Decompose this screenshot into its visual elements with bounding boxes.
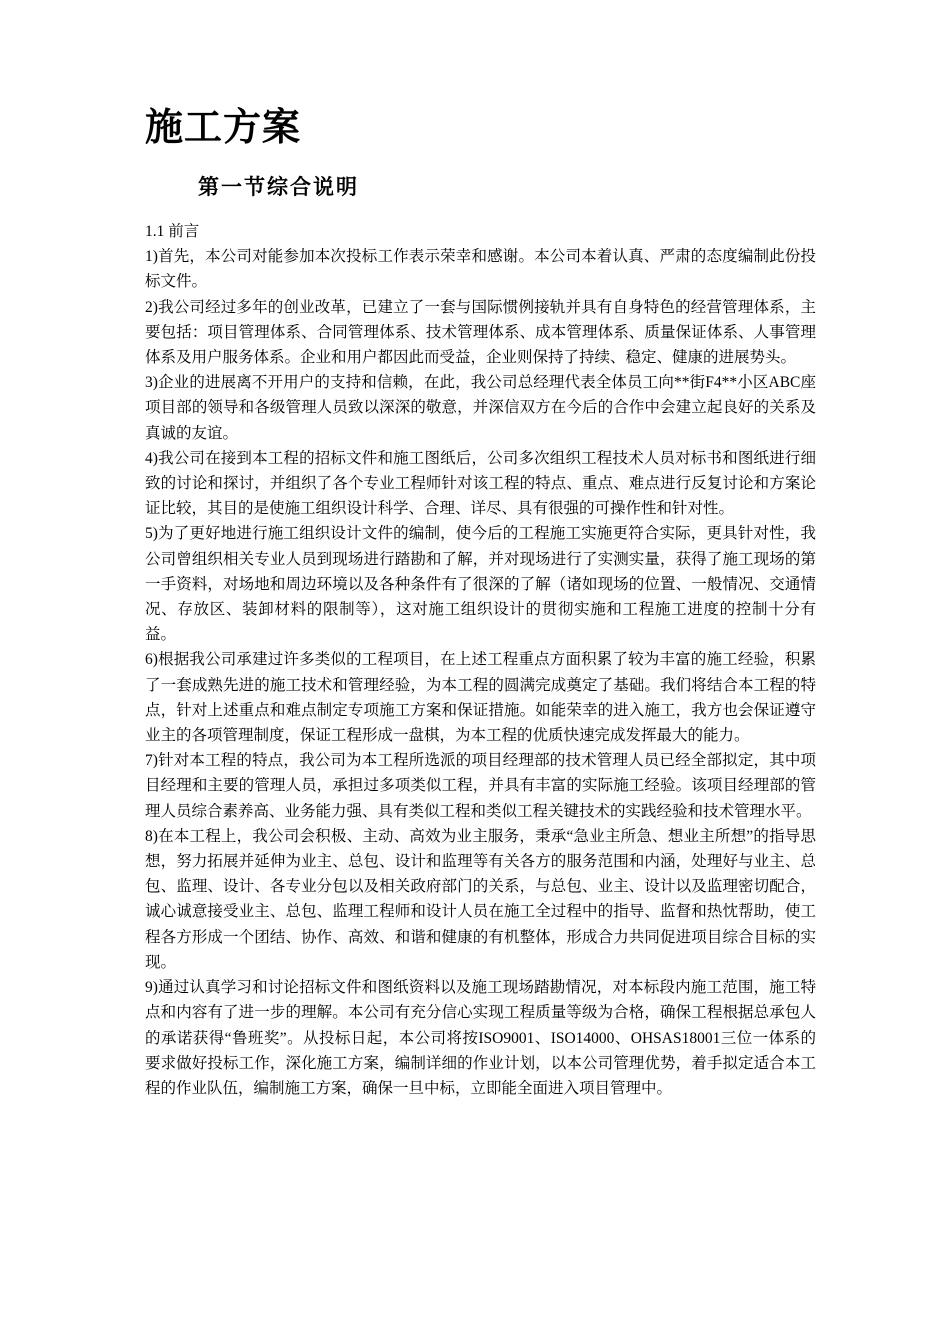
document-title: 施工方案 xyxy=(145,107,302,149)
paragraph-4: 4)我公司在接到本工程的招标文件和施工图纸后，公司多次组织工程技术人员对标书和图纸进行细致的讨论和探讨，并组织了各个专业工程师针对该工程的特点、重点、难点进行反复讨论和方案论证比较，其目的是使施工组织设计科学、合理、详尽、具有很强的可操作性和针对性。 xyxy=(145,449,816,518)
paragraph-5: 5)为了更好地进行施工组织设计文件的编制，使今后的工程施工实施更符合实际，更具针对性，我公司曾组织相关专业人员到现场进行踏勘和了解，并对现场进行了实测实量，获得了施工现场的第一手资料，对场地和周边环境以及各种条件有了很深的了解（诸如现场的位置、一般情况、交通情况、存放区、装卸材料的限制等），这对施工组织设计的贯彻实施和工程施工进度的控制十分有益。 xyxy=(145,525,816,644)
paragraph-6: 6)根据我公司承建过许多类似的工程项目，在上述工程重点方面积累了较为丰富的施工经验，积累了一套成熟先进的施工技术和管理经验，为本工程的圆满完成奠定了基础。我们将结合本工程的特点，针对上述重点和难点制定专项施工方案和保证措施。如能荣幸的进入施工，我方也会保证遵守业主的各项管理制度，保证工程形成一盘棋，为本工程的优质快速完成发挥最大的能力。 xyxy=(145,651,816,745)
paragraph-9: 9)通过认真学习和讨论招标文件和图纸资料以及施工现场踏勘情况，对本标段内施工范围，施工特点和内容有了进一步的理解。本公司有充分信心实现工程质量等级为合格，确保工程根据总承包人的承诺获得“鲁班奖”。从投标日起，本公司将按ISO9001、ISO14000、OHSAS18001三位一体系的要求做好投标工作，深化施工方案，编制详细的作业计划，以本公司管理优势，着手拟定适合本工程的作业队伍，编制施工方案，确保一旦中标，立即能全面进入项目管理中。 xyxy=(145,979,816,1097)
paragraph-8: 8)在本工程上，我公司会积极、主动、高效为业主服务，秉承“急业主所急、想业主所想”的指导思想，努力拓展并延伸为业主、总包、设计和监理等有关各方的服务范围和内涵，处理好与业主、总包、监理、设计、各专业分包以及相关政府部门的关系，与总包、业主、设计以及监理密切配合，诚心诚意接受业主、总包、监理工程师和设计人员在施工全过程中的指导、监督和热忱帮助，使工程各方形成一个团结、协作、高效、和谐和健康的有机整体，形成合力共同促进项目综合目标的实现。 xyxy=(145,827,816,971)
document-body xyxy=(145,219,816,1101)
paragraph-2: 2)我公司经过多年的创业改革，已建立了一套与国际惯例接轨并具有自身特色的经营管理体系，主要包括：项目管理体系、合同管理体系、技术管理体系、成本管理体系、质量保证体系、人事管理体系及用户服务体系。企业和用户都因此而受益，企业则保持了持续、稳定、健康的进展势头。 xyxy=(145,298,816,367)
paragraph-7: 7)针对本工程的特点，我公司为本工程所选派的项目经理部的技术管理人员已经全部拟定，其中项目经理和主要的管理人员，承担过多项类似工程，并具有丰富的实际施工经验。该项目经理部的管理人员综合素养高、业务能力强、具有类似工程和类似工程关键技术的实践经验和技术管理水平。 xyxy=(145,752,816,820)
section-title: 第一节综合说明 xyxy=(198,175,359,199)
paragraph-1: 1)首先，本公司对能参加本次投标工作表示荣幸和感谢。本公司本着认真、严肃的态度编制此份投标文件。 xyxy=(145,248,816,291)
paragraph-3: 3)企业的进展离不开用户的支持和信赖，在此，我公司总经理代表全体员工向**街F4**小区ABC座项目部的领导和各级管理人员致以深深的敬意，并深信双方在今后的合作中会建立起良好的关系及真诚的友谊。 xyxy=(145,374,816,442)
subsection-heading: 1.1 前言 xyxy=(145,223,200,240)
